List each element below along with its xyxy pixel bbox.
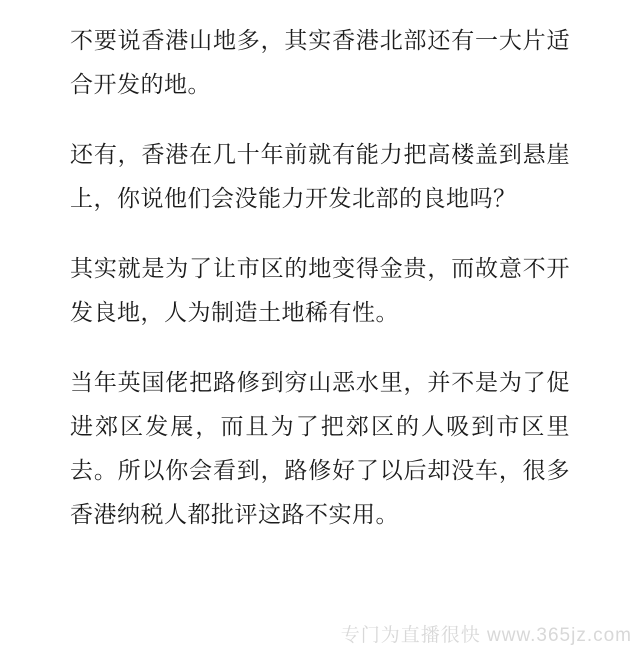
paragraph-4: 当年英国佬把路修到穷山恶水里，并不是为了促进郊区发展，而且为了把郊区的人吸到市区里去。所以你会看到，路修好了以后却没车，很多香港纳税人都批评这路不实用。: [70, 369, 570, 527]
paragraph-3: 其实就是为了让市区的地变得金贵，而故意不开发良地，人为制造土地稀有性。: [70, 255, 570, 325]
paragraph-2: 还有，香港在几十年前就有能力把高楼盖到悬崖上，你说他们会没能力开发北部的良地吗？: [70, 141, 570, 211]
watermark: 专门为直播很快 www.365jz.com: [340, 625, 632, 646]
paragraph-1: 不要说香港山地多，其实香港北部还有一大片适合开发的地。: [70, 27, 570, 97]
